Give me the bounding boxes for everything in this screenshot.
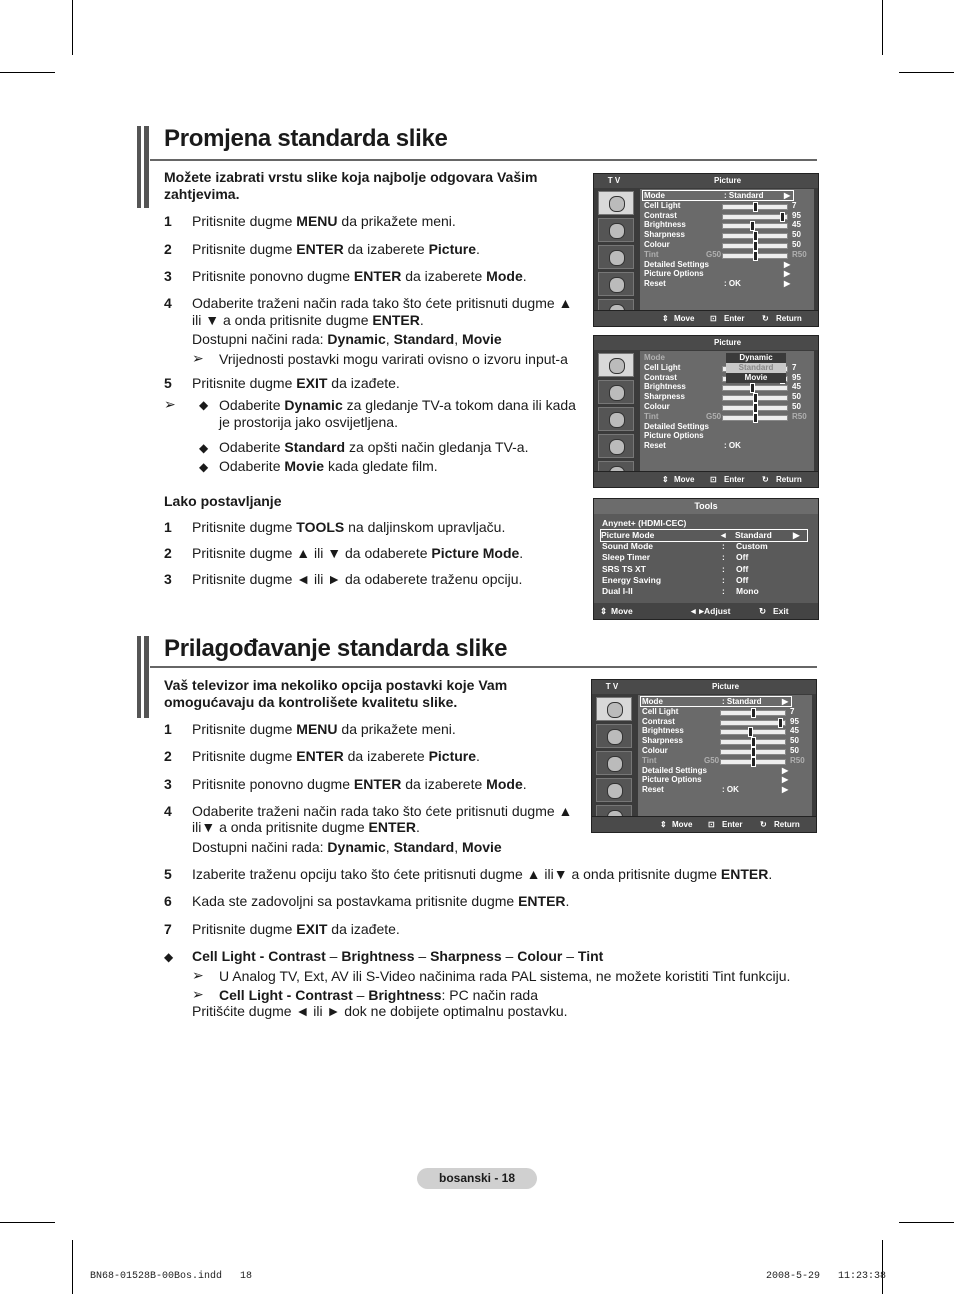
menu-label: Cell Light: [642, 706, 679, 716]
footer-file: BN68-01528B-00Bos.indd 18: [90, 1271, 253, 1282]
menu-row-colour[interactable]: [644, 402, 810, 412]
menu-label: Colour: [644, 240, 670, 249]
section-intro: Možete izabrati vrstu slike koja najbolje odgovara Vašim zahtjevima.: [164, 169, 538, 202]
diamond-bullet-icon: ◆: [199, 398, 209, 412]
menu-label: Contrast: [644, 210, 677, 220]
menu-label: Brightness: [644, 220, 686, 230]
foot-move: Move: [672, 820, 693, 829]
diamond-bullet-icon: ◆: [199, 441, 209, 455]
note-arrow-icon: ➢: [192, 350, 204, 366]
foot-return: Return: [774, 820, 800, 829]
menu-row-picture-options[interactable]: [644, 431, 810, 441]
step-text: Pritisnite ponovno dugme ENTER da izaberete Mode.: [192, 268, 527, 284]
step-number: 2: [164, 748, 172, 764]
menu-label: Sharpness: [644, 230, 685, 240]
tools-colon: :: [722, 586, 725, 597]
tv-label: T V: [607, 176, 621, 185]
section-intro: Vaš televizor ima nekoliko opcija postavki koje Vam omogućavaju da kontrolišete kvalitetu slike.: [164, 677, 508, 710]
menu-slider[interactable]: [720, 749, 786, 755]
crop-mark: [72, 0, 73, 55]
picture-icon[interactable]: [598, 353, 634, 377]
tools-colon: :: [722, 552, 725, 563]
foot-enter: Enter: [722, 820, 743, 829]
move-icon: ⇕: [660, 820, 667, 829]
menu-row-tint[interactable]: [644, 250, 810, 260]
mode-popup[interactable]: [726, 353, 786, 383]
step-text: Pritisnite dugme TOOLS na daljinskom upravljaču.: [192, 519, 506, 535]
footer-date: 2008-5-29 11:23:38: [766, 1271, 887, 1282]
menu-label: Picture Options: [642, 775, 702, 785]
menu-row-brightness[interactable]: [644, 382, 810, 392]
step-text: ili▼ a onda pritisnite dugme ENTER.: [192, 819, 420, 835]
channel-icon[interactable]: [598, 245, 634, 269]
note-text: Vrijednosti postavki mogu varirati ovisno o izvoru input-a: [219, 351, 568, 367]
step-number: 5: [164, 866, 172, 882]
menu-sidebar: [596, 189, 634, 326]
menu-row-picture-options[interactable]: [642, 775, 808, 785]
step-text: Kada ste zadovoljni sa postavkama pritisnite dugme ENTER.: [192, 893, 570, 909]
popup-option-standard[interactable]: Standard: [738, 363, 774, 372]
enter-icon: ⊡: [710, 314, 717, 323]
note-arrow-icon: ➢: [192, 986, 204, 1002]
tools-row-sound-mode[interactable]: [602, 541, 810, 552]
step-number: 4: [164, 295, 172, 311]
tools-value: Off: [736, 575, 749, 585]
foot-move: Move: [611, 606, 633, 616]
menu-slider[interactable]: [722, 223, 788, 229]
menu-label: Tint: [644, 249, 659, 259]
menu-label: Mode: [644, 353, 665, 362]
menu-title: Picture: [714, 338, 742, 347]
sound-icon[interactable]: [596, 724, 632, 748]
step-text: Pritisnite ponovno dugme ENTER da izaberete Mode.: [192, 776, 527, 792]
menu-header: [594, 336, 818, 350]
menu-slider[interactable]: [722, 204, 788, 210]
menu-label: Brightness: [644, 382, 686, 392]
section-bar: [137, 126, 149, 208]
popup-option-dynamic[interactable]: Dynamic: [726, 353, 786, 363]
foot-return: Return: [776, 475, 802, 484]
step-number: 3: [164, 571, 172, 587]
crop-mark: [899, 1222, 954, 1223]
tools-label: Dual I-II: [602, 586, 633, 597]
tv-picture-menu: [591, 679, 817, 833]
move-icon: ⇕: [600, 606, 608, 616]
channel-icon[interactable]: [598, 407, 634, 431]
menu-title: Picture: [714, 176, 742, 185]
step-number: 1: [164, 213, 172, 229]
tools-row-sleep-timer[interactable]: [602, 552, 810, 563]
menu-slider[interactable]: [720, 729, 786, 735]
arrow-right-icon: ▶: [784, 259, 791, 269]
menu-value: : OK: [724, 441, 741, 451]
menu-row-brightness[interactable]: [644, 220, 810, 230]
menu-row-colour[interactable]: [644, 240, 810, 250]
menu-slider[interactable]: [722, 233, 788, 239]
menu-footer: [594, 471, 818, 487]
menu-label: Reset: [644, 441, 666, 451]
foot-move: Move: [674, 314, 695, 323]
step-text: Dostupni načini rada: Dynamic, Standard, Movie: [192, 839, 502, 855]
note-arrow-icon: ➢: [192, 967, 204, 983]
menu-slider[interactable]: [722, 385, 788, 391]
tools-value: Mono: [736, 586, 759, 597]
menu-label: Reset: [642, 785, 664, 795]
menu-value: 50: [790, 746, 799, 755]
menu-label: Sharpness: [642, 736, 683, 746]
menu-value: 50: [792, 230, 801, 240]
menu-header: [594, 174, 818, 188]
tv-picture-menu-mode-popup: [593, 335, 819, 488]
menu-row-contrast[interactable]: [644, 211, 810, 221]
menu-label: Picture Options: [644, 269, 704, 279]
menu-title: Picture: [712, 682, 740, 691]
menu-label: Colour: [642, 746, 668, 755]
menu-value: 95: [792, 210, 801, 220]
menu-value: 50: [790, 736, 799, 746]
step-text: Dostupni načini rada: Dynamic, Standard, Movie: [192, 331, 502, 347]
tools-value: Custom: [736, 540, 768, 551]
step-text: Pritisnite dugme ◄ ili ► da odaberete traženu opciju.: [192, 571, 523, 587]
tools-row-energy-saving[interactable]: [602, 575, 810, 586]
menu-row-reset[interactable]: [642, 785, 808, 795]
menu-row-contrast[interactable]: [642, 717, 808, 727]
menu-row-cell-light[interactable]: [642, 707, 808, 717]
crop-mark: [899, 72, 954, 73]
menu-row-reset[interactable]: [644, 279, 810, 289]
arrow-right-icon: ▶: [784, 191, 791, 200]
tools-footer: [594, 603, 818, 619]
enter-icon: ⊡: [710, 475, 717, 484]
menu-panel: [638, 695, 812, 816]
note-text: U Analog TV, Ext, AV ili S-Video načinima rada PAL sistema, ne možete koristiti Tint funkciju.: [219, 968, 791, 984]
bullet-text: je prostorija jako osvijetljena.: [219, 414, 398, 430]
menu-label: Sharpness: [644, 392, 685, 402]
diamond-bullet-icon: ◆: [199, 460, 209, 474]
tools-title: Tools: [594, 499, 818, 514]
subheading: Lako postavljanje: [164, 493, 282, 509]
foot-exit: Exit: [773, 606, 789, 616]
selection-highlight: [642, 190, 794, 201]
arrow-right-icon: ▶: [782, 765, 789, 775]
step-text: Pritisnite dugme ▲ ili ▼ da odaberete Picture Mode.: [192, 545, 524, 561]
step-text: Pritisnite dugme MENU da prikažete meni.: [192, 721, 456, 737]
menu-label: Contrast: [642, 716, 675, 726]
step-number: 3: [164, 776, 172, 792]
channel-icon[interactable]: [596, 751, 632, 775]
step-number: 7: [164, 921, 172, 937]
foot-enter: Enter: [724, 475, 745, 484]
menu-label: Mode: [642, 697, 663, 706]
bullet-text: Odaberite Dynamic za gledanje TV-a tokom dana ili kada: [219, 397, 576, 413]
menu-slider[interactable]: [720, 710, 786, 716]
step-text: Odaberite traženi način rada tako što ćete pritisnuti dugme ▲: [192, 803, 573, 819]
menu-footer: [592, 816, 816, 832]
step-text: Odaberite traženi način rada tako što ćete pritisnuti dugme ▲: [192, 295, 573, 311]
note-arrow-icon: ➢: [164, 396, 176, 412]
section-rule: [150, 666, 817, 668]
menu-panel: [640, 351, 814, 471]
step-text: ili ▼ a onda pritisnite dugme ENTER.: [192, 312, 424, 328]
move-icon: ⇕: [662, 475, 669, 484]
step-text: Izaberite traženu opciju tako što ćete pritisnuti dugme ▲ ili▼ a onda pritisnite dugme ENTER.: [192, 866, 773, 882]
menu-value-left: G50: [704, 755, 720, 765]
menu-value: : Standard: [724, 191, 764, 200]
crop-mark: [882, 0, 883, 55]
setup-icon[interactable]: [598, 272, 634, 296]
menu-row-detailed-settings[interactable]: [644, 422, 810, 432]
section-rule: [150, 159, 817, 161]
menu-panel: [640, 189, 814, 310]
menu-label: Cell Light: [644, 200, 681, 210]
menu-slider[interactable]: [722, 415, 788, 421]
step-number: 2: [164, 545, 172, 561]
tv-picture-menu: [593, 173, 819, 327]
bullet-text: Odaberite Standard za opšti način gledanja TV-a.: [219, 439, 529, 455]
step-number: 3: [164, 268, 172, 284]
menu-footer: [594, 310, 818, 326]
menu-row-sharpness[interactable]: [642, 736, 808, 746]
step-number: 6: [164, 893, 172, 909]
tools-value: Standard: [735, 530, 772, 541]
menu-value: 45: [790, 726, 799, 736]
tools-colon: :: [722, 575, 725, 585]
menu-value: 7: [790, 706, 795, 716]
arrow-right-icon: ▶: [782, 775, 789, 785]
note-text: Pritišćite dugme ◄ ili ► dok ne dobijete optimalnu postavku.: [192, 1003, 568, 1019]
crop-mark: [0, 1222, 55, 1223]
menu-value: 95: [792, 372, 801, 382]
tools-colon: :: [722, 563, 725, 574]
tools-colon: :: [722, 540, 725, 551]
menu-slider[interactable]: [722, 395, 788, 401]
menu-header: [592, 680, 816, 694]
tools-row-srs-ts-xt[interactable]: [602, 564, 810, 575]
foot-return: Return: [776, 314, 802, 323]
picture-icon[interactable]: [596, 697, 632, 721]
menu-sidebar: [594, 695, 632, 832]
menu-row-sharpness[interactable]: [644, 230, 810, 240]
exit-icon: ↻: [759, 606, 767, 616]
sound-icon[interactable]: [598, 380, 634, 404]
menu-value: : OK: [722, 785, 739, 795]
menu-slider[interactable]: [722, 214, 788, 220]
menu-row-mode[interactable]: [642, 697, 808, 707]
menu-label: Picture Options: [644, 431, 704, 441]
return-icon: ↻: [762, 475, 769, 484]
menu-label: Brightness: [642, 726, 684, 736]
menu-row-reset[interactable]: [644, 441, 810, 451]
menu-row-detailed-settings[interactable]: [642, 766, 808, 776]
menu-value: 45: [792, 220, 801, 230]
arrow-right-icon: ▶: [782, 785, 789, 795]
bullet-heading: Cell Light - Contrast – Brightness – Sharpness – Colour – Tint: [192, 948, 604, 964]
tools-label: Sleep Timer: [602, 552, 651, 563]
menu-label: Detailed Settings: [644, 259, 709, 269]
section-bar: [137, 636, 149, 718]
page-number-badge: bosanski - 18: [417, 1168, 537, 1189]
menu-value: R50: [792, 411, 807, 421]
menu-value: 7: [792, 200, 797, 210]
menu-value: 50: [792, 402, 801, 411]
tools-row-dual-i-ii[interactable]: [602, 586, 810, 597]
tv-label: T V: [605, 682, 619, 691]
menu-row-tint[interactable]: [644, 412, 810, 422]
menu-label: Detailed Settings: [644, 421, 709, 431]
menu-label: Detailed Settings: [642, 765, 707, 775]
menu-sidebar: [596, 351, 634, 488]
picture-icon[interactable]: [598, 191, 634, 215]
selection-highlight: [640, 696, 792, 707]
menu-row-colour[interactable]: [642, 746, 808, 756]
menu-row-detailed-settings[interactable]: [644, 260, 810, 270]
setup-icon[interactable]: [598, 434, 634, 458]
menu-value: R50: [790, 755, 805, 765]
sound-icon[interactable]: [598, 218, 634, 242]
menu-value: R50: [792, 249, 807, 259]
menu-value-left: G50: [706, 249, 722, 259]
menu-slider[interactable]: [720, 739, 786, 745]
section-title: Prilagođavanje standarda slike: [164, 635, 508, 662]
step-text: Pritisnite dugme EXIT da izađete.: [192, 921, 400, 937]
step-text: Pritisnite dugme EXIT da izađete.: [192, 375, 400, 391]
menu-value: 7: [792, 362, 797, 372]
menu-row-mode[interactable]: [644, 191, 810, 201]
popup-option-movie[interactable]: Movie: [726, 373, 786, 383]
adjust-icon: ◄►: [689, 606, 706, 616]
menu-slider[interactable]: [720, 759, 786, 765]
menu-row-tint[interactable]: [642, 756, 808, 766]
menu-label: Colour: [644, 402, 670, 411]
step-text: Pritisnite dugme ENTER da izaberete Picture.: [192, 241, 480, 257]
move-icon: ⇕: [662, 314, 669, 323]
menu-label: Contrast: [644, 372, 677, 382]
crop-mark: [0, 72, 55, 73]
menu-label: Reset: [644, 279, 666, 289]
menu-value: 95: [790, 716, 799, 726]
menu-value: 45: [792, 382, 801, 392]
arrow-right-icon: ▶: [784, 269, 791, 279]
crop-mark: [72, 1240, 73, 1294]
menu-slider[interactable]: [722, 405, 788, 411]
menu-value: 50: [792, 392, 801, 402]
arrow-right-icon: ▶: [782, 697, 789, 706]
menu-label: Tint: [642, 755, 657, 765]
menu-slider[interactable]: [720, 720, 786, 726]
return-icon: ↻: [760, 820, 767, 829]
diamond-bullet-icon: ◆: [164, 950, 174, 964]
tools-label: SRS TS XT: [602, 563, 646, 574]
menu-value-left: G50: [706, 411, 722, 421]
tools-label: Anynet+ (HDMI-CEC): [602, 518, 687, 528]
arrow-left-icon: ◄: [719, 530, 728, 541]
note-text: Cell Light - Contrast – Brightness: PC način rada: [219, 987, 538, 1003]
menu-row-brightness[interactable]: [642, 726, 808, 736]
tools-label: Energy Saving: [602, 575, 662, 585]
menu-slider[interactable]: [722, 243, 788, 249]
tools-label: Sound Mode: [602, 540, 653, 551]
step-number: 1: [164, 519, 172, 535]
crop-mark: [882, 1240, 883, 1294]
enter-icon: ⊡: [708, 820, 715, 829]
menu-value: 50: [792, 240, 801, 249]
section-title: Promjena standarda slike: [164, 125, 448, 152]
foot-move: Move: [674, 475, 695, 484]
tools-label: Picture Mode: [601, 530, 655, 541]
menu-value: : Standard: [722, 697, 762, 706]
menu-label: Cell Light: [644, 362, 681, 372]
tools-value: Off: [736, 563, 749, 574]
step-number: 4: [164, 803, 172, 819]
setup-icon[interactable]: [596, 778, 632, 802]
foot-adjust: Adjust: [704, 606, 731, 616]
tools-value: Off: [736, 552, 749, 563]
menu-slider[interactable]: [722, 253, 788, 259]
return-icon: ↻: [762, 314, 769, 323]
step-text: Pritisnite dugme ENTER da izaberete Picture.: [192, 748, 480, 764]
tools-row-anynet-hdmi-cec-[interactable]: [602, 518, 810, 529]
step-number: 2: [164, 241, 172, 257]
tools-menu: [593, 498, 819, 620]
menu-label: Tint: [644, 411, 659, 421]
step-number: 1: [164, 721, 172, 737]
bullet-text: Odaberite Movie kada gledate film.: [219, 458, 438, 474]
menu-value: : OK: [724, 279, 741, 289]
menu-row-sharpness[interactable]: [644, 392, 810, 402]
foot-enter: Enter: [724, 314, 745, 323]
menu-row-cell-light[interactable]: [644, 201, 810, 211]
menu-row-picture-options[interactable]: [644, 269, 810, 279]
step-text: Pritisnite dugme MENU da prikažete meni.: [192, 213, 456, 229]
arrow-right-icon: ▶: [793, 530, 800, 541]
arrow-right-icon: ▶: [784, 279, 791, 289]
menu-label: Mode: [644, 191, 665, 200]
step-number: 5: [164, 375, 172, 391]
